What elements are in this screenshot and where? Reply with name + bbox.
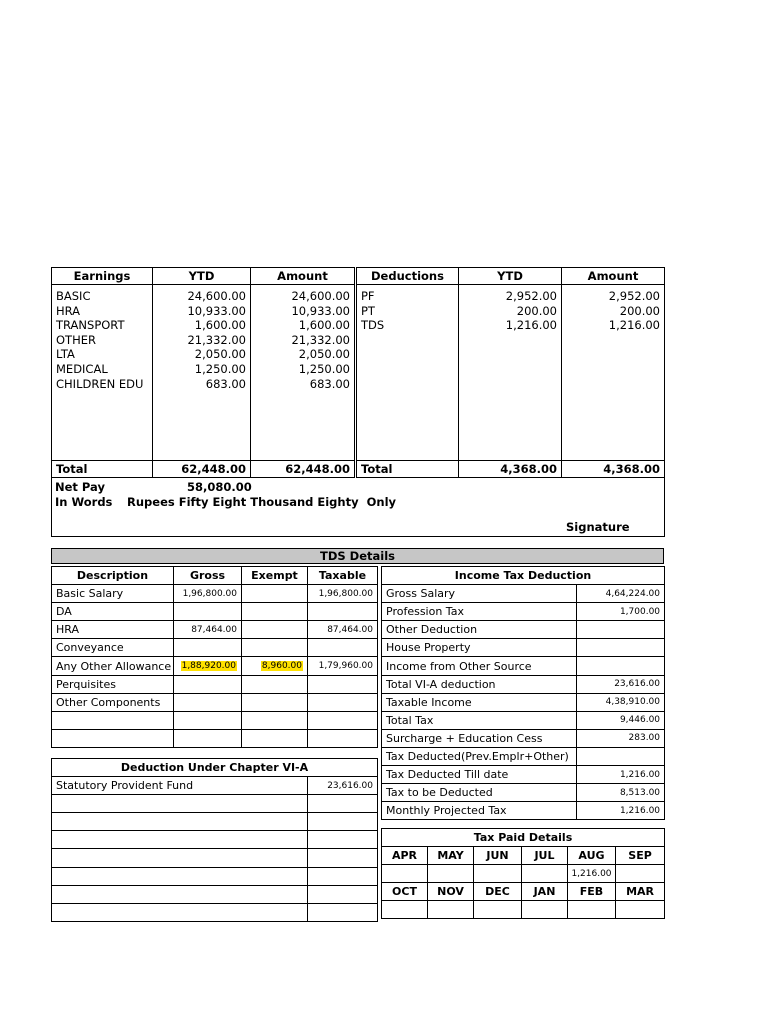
earnings-amount-values: 24,600.00 10,933.00 1,600.00 21,332.00 2,050.00 1,250.00 683.00 [251,285,356,461]
chapter-via-label [52,795,308,813]
tds-exempt-cell [242,603,308,621]
income-tax-label: Income from Other Source [382,657,577,675]
month-label: AUG [568,847,616,865]
deduction-names: PF PT TDS [356,285,459,461]
table-row [52,639,378,657]
tds-gross-cell [174,729,242,747]
net-pay-block [52,478,665,537]
table-row [382,784,665,802]
payslip-table [51,267,665,537]
deduction-ytd-values: 2,952.00 200.00 1,216.00 [459,285,562,461]
total-deductions-amount: 4,368.00 [562,461,665,478]
table-row [382,585,665,603]
month-value [522,901,568,919]
tax-paid-months-row [382,883,665,901]
income-tax-value [577,657,665,675]
payslip-header-row [52,268,665,285]
income-tax-label: Total VI-A deduction [382,675,577,693]
tds-gross-cell [174,603,242,621]
income-tax-label: Surcharge + Education Cess [382,729,577,747]
chapter-via-value [308,849,378,867]
month-value [616,865,665,883]
table-row [382,603,665,621]
month-value [382,901,428,919]
table-row [52,867,378,885]
income-tax-deduction-table [381,566,665,820]
income-tax-value [577,639,665,657]
tds-taxable-value: 87,464.00 [327,624,373,635]
total-deductions-ytd: 4,368.00 [459,461,562,478]
income-tax-value: 4,38,910.00 [577,693,665,711]
in-words-value: Rupees Fifty Eight Thousand Eighty Only [127,495,397,509]
tds-taxable-cell [308,693,378,711]
signature-label: Signature [566,520,630,534]
tds-salary-table [51,566,378,748]
total-earnings-amount: 62,448.00 [251,461,356,478]
table-row [382,802,665,820]
table-row [52,903,378,921]
chapter-via-label: Statutory Provident Fund [52,777,308,795]
table-row [52,813,378,831]
tds-gross-cell [174,693,242,711]
income-tax-label: Tax Deducted Till date [382,766,577,784]
tds-exempt-header: Exempt [242,567,308,585]
tds-taxable-header: Taxable [308,567,378,585]
table-row [52,795,378,813]
month-label: JUL [522,847,568,865]
income-tax-value: 1,216.00 [577,802,665,820]
chapter-via-value: 23,616.00 [308,777,378,795]
tds-gross-cell [174,621,242,639]
chapter-via-label [52,813,308,831]
table-row [382,729,665,747]
tax-paid-values-row [382,901,665,919]
tds-gross-header: Gross [174,567,242,585]
chapter-via-table [51,758,378,922]
chapter-via-value [308,795,378,813]
chapter-via-label [52,867,308,885]
month-value [474,901,522,919]
tds-gross-value: 1,96,800.00 [182,588,237,599]
chapter-via-header: Deduction Under Chapter VI-A [52,759,378,777]
income-tax-value [577,621,665,639]
chapter-via-label [52,903,308,921]
chapter-via-value [308,867,378,885]
tds-exempt-cell [242,639,308,657]
table-row [382,711,665,729]
month-value [382,865,428,883]
earnings-amount-header: Amount [251,268,356,285]
tds-taxable-cell [308,585,378,603]
tds-exempt-value: 8,960.00 [261,661,302,672]
income-tax-label: Total Tax [382,711,577,729]
deduction-amount-values: 2,952.00 200.00 1,216.00 [562,285,665,461]
month-label: OCT [382,883,428,901]
table-row [52,885,378,903]
deductions-header: Deductions [356,268,459,285]
tds-details-title: TDS Details [51,548,664,564]
tds-description-cell: Any Other Allowance [52,657,174,675]
income-tax-label: Gross Salary [382,585,577,603]
month-label: FEB [568,883,616,901]
table-row [52,849,378,867]
chapter-via-label [52,849,308,867]
table-row [52,657,378,675]
tds-description-cell [52,711,174,729]
table-row [52,621,378,639]
table-row [382,766,665,784]
tds-taxable-cell [308,729,378,747]
tax-paid-header-row [382,829,665,847]
income-tax-label: Taxable Income [382,693,577,711]
income-tax-deduction-header: Income Tax Deduction [382,567,665,585]
income-tax-value: 4,64,224.00 [577,585,665,603]
table-row [382,621,665,639]
payslip-total-row [52,461,665,478]
month-value [474,865,522,883]
month-label: DEC [474,883,522,901]
tax-paid-details-table [381,828,665,919]
income-tax-label: Profession Tax [382,603,577,621]
table-row [52,585,378,603]
table-row [52,693,378,711]
month-value [568,901,616,919]
tds-exempt-cell [242,693,308,711]
table-row [382,639,665,657]
tds-gross-cell [174,711,242,729]
month-label: NOV [428,883,474,901]
month-value [616,901,665,919]
tds-description-cell: Basic Salary [52,585,174,603]
tds-gross-cell [174,657,242,675]
total-deductions-label: Total [356,461,459,478]
month-label: SEP [616,847,665,865]
income-tax-value: 9,446.00 [577,711,665,729]
tds-taxable-value: 1,96,800.00 [318,588,373,599]
tds-exempt-cell [242,711,308,729]
income-tax-value: 1,216.00 [577,766,665,784]
income-tax-label: Monthly Projected Tax [382,802,577,820]
total-earnings-ytd: 62,448.00 [153,461,251,478]
chapter-via-header-row [52,759,378,777]
income-tax-value: 283.00 [577,729,665,747]
tds-description-cell [52,729,174,747]
tds-description-cell: Conveyance [52,639,174,657]
table-row [382,747,665,765]
tds-taxable-cell [308,675,378,693]
tds-taxable-cell [308,657,378,675]
month-label: JAN [522,883,568,901]
chapter-via-label [52,885,308,903]
month-label: MAY [428,847,474,865]
tds-gross-cell [174,675,242,693]
month-value: 1,216.00 [568,865,616,883]
month-value [428,865,474,883]
payslip-body-row [52,285,665,461]
tds-description-cell: Other Components [52,693,174,711]
tds-description-cell: DA [52,603,174,621]
tds-taxable-cell [308,639,378,657]
earnings-ytd-header: YTD [153,268,251,285]
table-row [382,693,665,711]
income-tax-label: Tax Deducted(Prev.Emplr+Other) [382,747,577,765]
month-label: MAR [616,883,665,901]
net-pay-row [52,478,665,537]
table-row [52,729,378,747]
deductions-ytd-header: YTD [459,268,562,285]
chapter-via-value [308,831,378,849]
table-row [52,675,378,693]
table-row [52,603,378,621]
chapter-via-value [308,885,378,903]
tds-taxable-cell [308,603,378,621]
tds-taxable-value: 1,79,960.00 [318,661,373,672]
income-tax-header-row [382,567,665,585]
deductions-amount-header: Amount [562,268,665,285]
income-tax-label: Other Deduction [382,621,577,639]
tds-description-header: Description [52,567,174,585]
table-row [382,675,665,693]
earnings-ytd-values: 24,600.00 10,933.00 1,600.00 21,332.00 2,050.00 1,250.00 683.00 [153,285,251,461]
earnings-names: BASIC HRA TRANSPORT OTHER LTA MEDICAL CHILDREN EDU [52,285,153,461]
net-pay-value: 58,080.00 [187,480,252,494]
tds-taxable-cell [308,621,378,639]
tds-description-cell: HRA [52,621,174,639]
tds-exempt-cell [242,585,308,603]
earnings-header: Earnings [52,268,153,285]
table-row [52,831,378,849]
in-words-label: In Words [55,495,113,509]
tds-description-cell: Perquisites [52,675,174,693]
tds-exempt-cell [242,675,308,693]
month-label: APR [382,847,428,865]
income-tax-value [577,747,665,765]
income-tax-value: 1,700.00 [577,603,665,621]
month-value [522,865,568,883]
tax-paid-months-row [382,847,665,865]
tax-paid-values-row [382,865,665,883]
table-row [382,657,665,675]
income-tax-label: House Property [382,639,577,657]
net-pay-label: Net Pay [55,480,105,494]
table-row [52,711,378,729]
month-value [428,901,474,919]
chapter-via-value [308,813,378,831]
chapter-via-label [52,831,308,849]
tds-exempt-cell [242,657,308,675]
total-label: Total [52,461,153,478]
tds-exempt-cell [242,621,308,639]
month-label: JUN [474,847,522,865]
income-tax-value: 23,616.00 [577,675,665,693]
income-tax-value: 8,513.00 [577,784,665,802]
tds-gross-value: 1,88,920.00 [181,661,236,672]
tds-taxable-cell [308,711,378,729]
tds-gross-cell [174,585,242,603]
table-row [52,777,378,795]
tds-gross-value: 87,464.00 [191,624,237,635]
tax-paid-details-header: Tax Paid Details [382,829,665,847]
income-tax-label: Tax to be Deducted [382,784,577,802]
tds-salary-header-row [52,567,378,585]
chapter-via-value [308,903,378,921]
tds-exempt-cell [242,729,308,747]
tds-gross-cell [174,639,242,657]
